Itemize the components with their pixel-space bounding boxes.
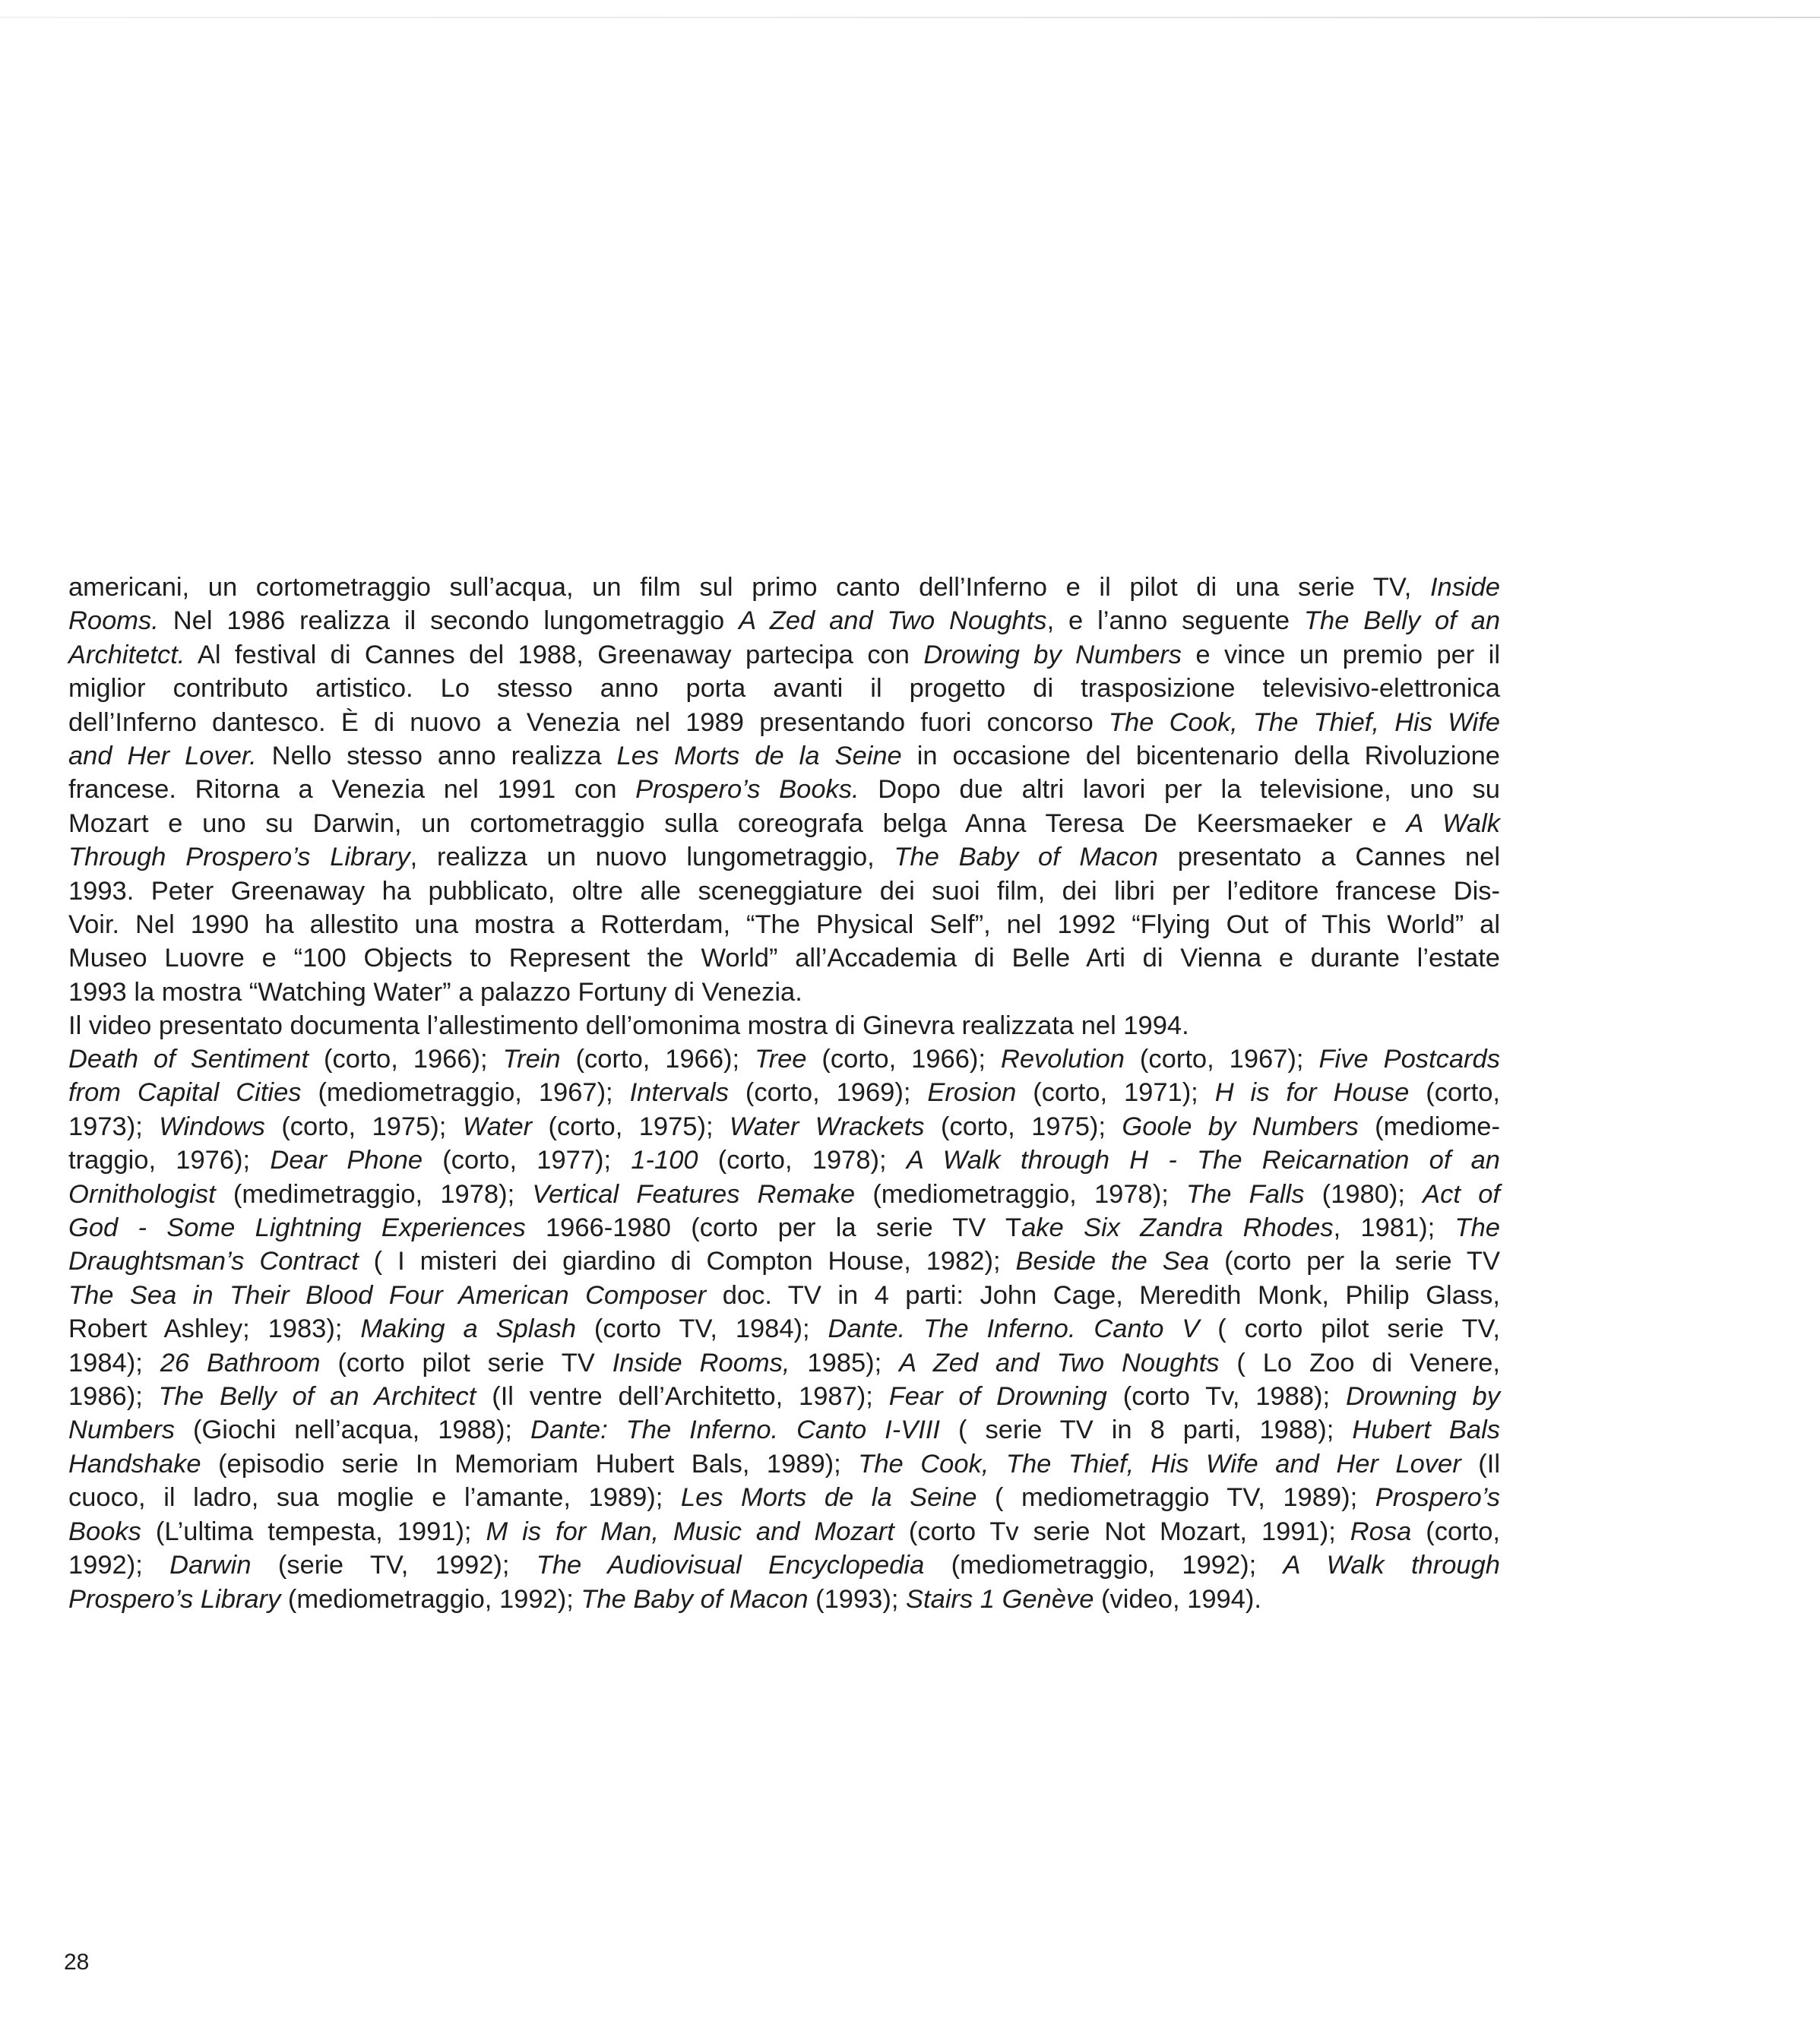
text-run: Il video presentato documenta l’allestimento dell’omonima mostra di Ginevra realizzata nel 1994. <box>68 1011 1189 1041</box>
italic-title: Hubert Bals <box>1352 1415 1500 1445</box>
text-run: (video, 1994). <box>1094 1584 1261 1614</box>
italic-title: H is for House <box>1214 1078 1410 1108</box>
text-line <box>68 638 1500 672</box>
text-run: americani, un cortometraggio sull’acqua, un film sul primo canto dell’Inferno e il pilot di una serie TV, <box>68 573 1430 602</box>
text-line <box>68 1312 1500 1346</box>
biography-paragraph <box>68 571 1500 1043</box>
italic-title: A Zed and Two Noughts <box>899 1348 1220 1378</box>
italic-title: Goole by Numbers <box>1122 1112 1359 1141</box>
text-run: (1993); <box>808 1584 907 1614</box>
italic-title: Dear Phone <box>270 1146 423 1175</box>
text-run: (corto, 1966); <box>560 1045 755 1074</box>
text-line <box>68 1009 1500 1042</box>
italic-title: Darwin <box>169 1551 252 1580</box>
italic-title: Dante: The Inferno. Canto I-VIII <box>530 1415 941 1445</box>
text-line <box>68 604 1500 637</box>
text-run: (corto Tv, 1988); <box>1106 1382 1346 1412</box>
italic-title: The Cook, The Thief, His Wife <box>1108 707 1500 737</box>
text-run: ( I misteri dei giardino di Compton House, 1982); <box>358 1247 1016 1276</box>
italic-title: God - Some Lightning Experiences <box>68 1213 526 1243</box>
italic-title: Water <box>462 1112 533 1141</box>
text-run: cuoco, il ladro, sua moglie e l’amante, 1989); <box>68 1483 681 1513</box>
text-run: (corto TV, 1984); <box>576 1314 828 1344</box>
text-line <box>68 1279 1500 1312</box>
text-line <box>68 1583 1500 1616</box>
italic-title: Numbers <box>68 1415 175 1445</box>
text-run: (corto, 1966); <box>806 1045 1001 1074</box>
italic-title: A Zed and Two Noughts <box>739 606 1047 636</box>
text-run: (Il <box>1461 1449 1500 1479</box>
filmography-paragraph <box>68 1042 1500 1616</box>
text-run: , e l’anno seguente <box>1046 606 1304 636</box>
text-run: (corto, 1975); <box>264 1112 463 1141</box>
italic-title: Revolution <box>1000 1045 1125 1074</box>
text-line <box>68 941 1500 975</box>
italic-title: Inside <box>1429 573 1500 602</box>
italic-title: The Baby of Macon <box>894 843 1158 872</box>
page-number: 28 <box>64 1950 90 1975</box>
italic-title: from Capital Cities <box>68 1078 302 1108</box>
italic-title: Death of Sentiment <box>68 1045 309 1074</box>
text-run: traggio, 1976); <box>68 1146 271 1175</box>
text-run: (Il ventre dell’Architetto, 1987); <box>476 1382 889 1412</box>
italic-title: Making a Splash <box>360 1314 577 1344</box>
text-run: 1986); <box>68 1382 159 1412</box>
text-run: 1984); <box>68 1348 160 1378</box>
italic-title: Intervals <box>629 1078 729 1108</box>
italic-title: Vertical Features Remake <box>532 1179 856 1209</box>
text-run: Voir. Nel 1990 ha allestito una mostra a Rotterdam, “The Physical Self”, nel 1992 “Flying Out of This World” al <box>68 910 1500 940</box>
text-line <box>68 1178 1500 1211</box>
italic-title: Fear of Drowning <box>888 1382 1107 1412</box>
text-run: (corto per la serie TV <box>1209 1247 1500 1276</box>
text-run: 1973); <box>68 1112 160 1141</box>
text-line <box>68 706 1500 739</box>
italic-title: Water Wrackets <box>729 1112 925 1141</box>
italic-title: Draughtsman’s Contract <box>68 1247 359 1276</box>
text-run: 1985); <box>790 1348 900 1378</box>
text-run: (mediometraggio, 1992); <box>924 1551 1283 1580</box>
text-run: 1993 la mostra “Watching Water” a palazzo Fortuny di Venezia. <box>68 977 802 1007</box>
text-line <box>68 1413 1500 1447</box>
italic-title: Ornithologist <box>68 1179 216 1209</box>
page-top-edge <box>0 17 1820 18</box>
text-run: (corto, 1977); <box>423 1146 631 1175</box>
text-run: , 1981); <box>1333 1213 1455 1243</box>
italic-title: Drowing by Numbers <box>923 640 1182 669</box>
text-line <box>68 672 1500 705</box>
text-run: ( corto pilot serie TV, <box>1199 1314 1500 1344</box>
text-line <box>68 908 1500 941</box>
italic-title: ake Six Zandra Rhodes <box>1021 1213 1334 1243</box>
text-run: (mediometraggio, 1967); <box>301 1078 630 1108</box>
text-line <box>68 773 1500 806</box>
italic-title: Dante. The Inferno. Canto V <box>828 1314 1200 1344</box>
text-run: (corto, 1975); <box>532 1112 730 1141</box>
text-run: francese. Ritorna a Venezia nel 1991 con <box>68 775 636 805</box>
text-line <box>68 1515 1500 1548</box>
text-line <box>68 1245 1500 1278</box>
text-run: Nello stesso anno realizza <box>256 742 617 771</box>
text-run: 1966-1980 (corto per la serie TV T <box>525 1213 1022 1243</box>
italic-title: Prospero’s Books. <box>635 775 859 805</box>
italic-title: 1-100 <box>631 1146 698 1175</box>
text-run: (Giochi nell’acqua, 1988); <box>174 1415 531 1445</box>
text-line <box>68 571 1500 604</box>
italic-title: Prospero’s <box>1375 1483 1500 1513</box>
text-line <box>68 1548 1500 1582</box>
text-line <box>68 976 1500 1009</box>
text-run: (serie TV, 1992); <box>251 1551 537 1580</box>
text-run: in occasione del bicentenario della Rivoluzione <box>901 742 1500 771</box>
text-line <box>68 1110 1500 1143</box>
italic-title: Inside Rooms, <box>612 1348 790 1378</box>
text-run: (L’ultima tempesta, 1991); <box>141 1517 486 1546</box>
text-run: Mozart e uno su Darwin, un cortometraggio sulla coreografa belga Anna Teresa De Keersmaeker e <box>68 808 1407 838</box>
text-run: (episodio serie In Memoriam Hubert Bals, 1989); <box>201 1449 859 1479</box>
italic-title: The <box>1454 1213 1500 1243</box>
italic-title: A Walk through <box>1283 1551 1500 1580</box>
text-run: miglior contributo artistico. Lo stesso anno porta avanti il progetto di trasposizione televisivo-elettronica <box>68 674 1500 704</box>
text-run: Robert Ashley; 1983); <box>68 1314 361 1344</box>
text-line <box>68 1447 1500 1481</box>
text-run: (corto, <box>1409 1078 1500 1108</box>
italic-title: A Walk <box>1406 808 1501 838</box>
text-run: (mediometraggio, 1978); <box>855 1179 1186 1209</box>
italic-title: Erosion <box>927 1078 1017 1108</box>
italic-title: Handshake <box>68 1449 201 1479</box>
italic-title: The Belly of an <box>1303 606 1501 636</box>
text-run: e vince un premio per il <box>1182 640 1500 669</box>
italic-title: The Baby of Macon <box>581 1584 809 1614</box>
text-line <box>68 1143 1500 1177</box>
text-line <box>68 1481 1500 1514</box>
italic-title: Books <box>68 1517 141 1546</box>
text-line <box>68 739 1500 773</box>
italic-title: Five Postcards <box>1318 1045 1500 1074</box>
italic-title: Prospero’s Library <box>68 1584 281 1614</box>
text-run: (corto, 1978); <box>698 1146 907 1175</box>
italic-title: Architetct. <box>68 640 185 669</box>
text-run: Nel 1986 realizza il secondo lungometraggio <box>158 606 739 636</box>
text-run: ( mediometraggio TV, 1989); <box>976 1483 1375 1513</box>
italic-title: Beside the Sea <box>1015 1247 1210 1276</box>
text-run: (1980); <box>1304 1179 1423 1209</box>
italic-title: Les Morts de la Seine <box>680 1483 977 1513</box>
italic-title: Stairs 1 Genève <box>906 1584 1094 1614</box>
text-run: (corto, 1975); <box>924 1112 1122 1141</box>
italic-title: 26 Bathroom <box>160 1348 321 1378</box>
text-run: 1993. Peter Greenaway ha pubblicato, oltre alle sceneggiature dei suoi film, dei libri per l’editore francese Dis- <box>68 876 1500 906</box>
text-line <box>68 875 1500 908</box>
italic-title: The Cook, The Thief, His Wife and Her Lover <box>858 1449 1461 1479</box>
text-run: (corto, 1966); <box>309 1045 503 1074</box>
text-run: (corto, 1969); <box>728 1078 928 1108</box>
text-line <box>68 840 1500 874</box>
italic-title: Les Morts de la Seine <box>616 742 902 771</box>
text-run: doc. TV in 4 parti: John Cage, Meredith Monk, Philip Glass, <box>706 1280 1500 1310</box>
text-line <box>68 1380 1500 1413</box>
text-run: Al festival di Cannes del 1988, Greenaway partecipa con <box>185 640 924 669</box>
italic-title: M is for Man, Music and Mozart <box>486 1517 894 1546</box>
text-run: (corto pilot serie TV <box>320 1348 612 1378</box>
italic-title: Tree <box>755 1045 807 1074</box>
italic-title: The Belly of an Architect <box>158 1382 476 1412</box>
italic-title: The Audiovisual Encyclopedia <box>536 1551 925 1580</box>
text-run: (mediome- <box>1358 1112 1500 1141</box>
italic-title: A Walk through H - The Reicarnation of an <box>906 1146 1500 1175</box>
text-run: (corto, 1967); <box>1124 1045 1319 1074</box>
text-line <box>68 807 1500 840</box>
text-run: dell’Inferno dantesco. È di nuovo a Venezia nel 1989 presentando fuori concorso <box>68 707 1109 737</box>
text-run: Museo Luovre e “100 Objects to Represent the World” all’Accademia di Belle Arti di Vienna e durante l’estate <box>68 944 1500 973</box>
italic-title: The Falls <box>1185 1179 1305 1209</box>
text-line <box>68 1346 1500 1380</box>
italic-title: Windows <box>159 1112 265 1141</box>
text-run: (corto, <box>1411 1517 1501 1546</box>
text-run: presentato a Cannes nel <box>1157 843 1500 872</box>
text-line <box>68 1076 1500 1109</box>
text-run: (corto Tv serie Not Mozart, 1991); <box>894 1517 1350 1546</box>
italic-title: and Her Lover. <box>68 742 257 771</box>
italic-title: Drowning by <box>1345 1382 1500 1412</box>
italic-title: Rooms. <box>68 606 159 636</box>
text-run: Dopo due altri lavori per la televisione, uno su <box>859 775 1500 805</box>
italic-title: The Sea in Their Blood Four American Composer <box>68 1280 707 1310</box>
text-run: ( Lo Zoo di Venere, <box>1219 1348 1500 1378</box>
text-run: (medimetraggio, 1978); <box>215 1179 533 1209</box>
italic-title: Rosa <box>1350 1517 1412 1546</box>
text-run: , realizza un nuovo lungometraggio, <box>410 843 894 872</box>
text-run: 1992); <box>68 1551 170 1580</box>
text-line <box>68 1042 1500 1076</box>
text-run: (corto, 1971); <box>1016 1078 1215 1108</box>
text-run: (mediometraggio, 1992); <box>280 1584 581 1614</box>
text-run: ( serie TV in 8 parti, 1988); <box>940 1415 1353 1445</box>
italic-title: Through Prospero’s Library <box>68 843 410 872</box>
italic-title: Act of <box>1423 1179 1500 1209</box>
italic-title: Trein <box>502 1045 561 1074</box>
text-line <box>68 1211 1500 1245</box>
